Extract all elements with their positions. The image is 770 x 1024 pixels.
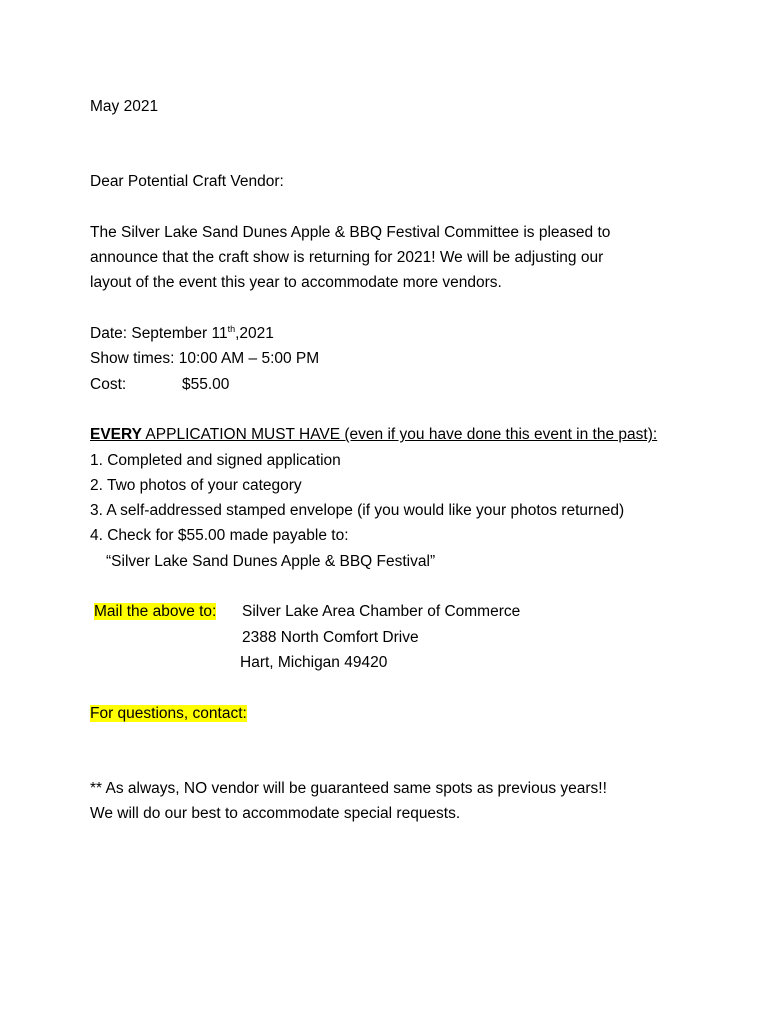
requirement-item: 3. A self-addressed stamped envelope (if you would like your photos returned) [90, 502, 625, 520]
event-date [90, 321, 730, 346]
requirement-item: 2. Two photos of your category [90, 476, 302, 494]
event-date-prefix: Date: September 11 [90, 325, 228, 343]
mailing-address-line: Hart, Michigan 49420 [240, 653, 388, 671]
mailing-row [90, 599, 730, 624]
requirements [90, 422, 730, 574]
event-details [90, 321, 730, 397]
event-date-suffix: ,2021 [235, 325, 274, 343]
cost-label: Cost: [90, 375, 127, 393]
cost [90, 372, 730, 397]
mailing-label-wrap [90, 599, 242, 624]
salutation: Dear Potential Craft Vendor: [90, 173, 284, 191]
intro-line: The Silver Lake Sand Dunes Apple & BBQ Festival Committee is pleased to [90, 223, 611, 241]
letter-date: May 2021 [90, 98, 159, 115]
mailing-address-line: 2388 North Comfort Drive [242, 628, 419, 646]
event-date-ordinal: th [227, 324, 236, 335]
closing-note [90, 776, 730, 827]
contact-label: For questions, contact: [90, 704, 247, 722]
mailing-section [90, 599, 730, 675]
requirements-heading-emphasis: EVERY [90, 426, 142, 444]
letter [90, 94, 730, 826]
closing-line: We will do our best to accommodate special requests. [90, 805, 461, 823]
intro-line: announce that the craft show is returning for 2021! We will be adjusting our [90, 249, 604, 267]
intro-paragraph [90, 220, 730, 296]
cost-value: $55.00 [182, 375, 230, 393]
requirements-heading-text: APPLICATION MUST HAVE (even if you have done this event in the past): [141, 426, 658, 444]
payee-name: “Silver Lake Sand Dunes Apple & BBQ Festival” [106, 552, 436, 570]
requirement-item: 1. Completed and signed application [90, 451, 341, 469]
mailing-address-line: Silver Lake Area Chamber of Commerce [242, 603, 521, 621]
mailing-label: Mail the above to: [94, 603, 217, 621]
closing-line: ** As always, NO vendor will be guaranteed same spots as previous years!! [90, 779, 607, 797]
intro-line: layout of the event this year to accommodate more vendors. [90, 274, 502, 292]
requirement-item: 4. Check for $55.00 made payable to: [90, 527, 349, 545]
show-times: Show times: 10:00 AM – 5:00 PM [90, 350, 320, 368]
contact-row [90, 701, 730, 726]
requirements-heading [90, 422, 730, 447]
